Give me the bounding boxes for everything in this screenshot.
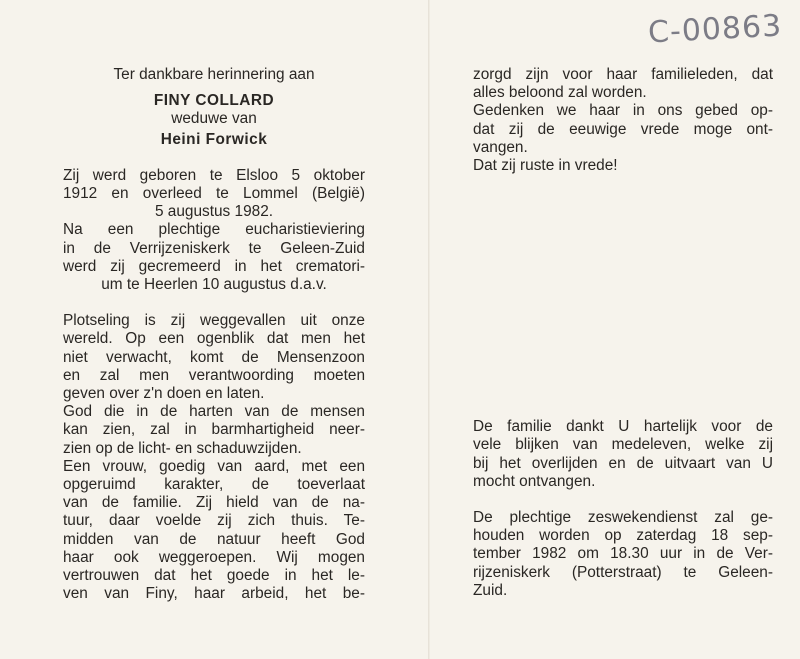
right-page	[473, 66, 773, 600]
text-line: dat zij de eeuwige vrede moge ont-	[473, 120, 773, 138]
text-line: De familie dankt U hartelijk voor de	[473, 418, 773, 436]
text-line: haar ook weggeroepen. Wij mogen	[63, 548, 365, 566]
card-fold	[428, 0, 430, 659]
text-line: houden worden op zaterdag 18 sep-	[473, 527, 773, 545]
relation-line: weduwe van	[171, 110, 257, 128]
text-line: Zij werd geboren te Elsloo 5 oktober	[63, 166, 365, 184]
handwritten-archive-number: C-00863	[646, 8, 783, 51]
text-line: vertrouwen dat het goede in het le-	[63, 567, 365, 585]
text-line: Een vrouw, goedig van aard, met een	[63, 457, 365, 475]
text-line: wereld. Op een ogenblik dat men het	[63, 330, 365, 348]
text-line: en zal men verantwoording moeten	[63, 366, 365, 384]
text-line: De plechtige zeswekendienst zal ge-	[473, 509, 773, 527]
text-line: niet verwacht, komt de Mensenzoon	[63, 348, 365, 366]
intro-line: Ter dankbare herinnering aan	[113, 66, 315, 83]
text-line: Zuid.	[473, 581, 508, 599]
ceremony-paragraph	[63, 221, 365, 294]
text-line: Dat zij ruste in vrede!	[473, 157, 618, 175]
text-line: God die in de harten van de mensen	[63, 403, 365, 421]
eulogy-paragraph	[63, 312, 365, 603]
text-line: werd zij gecremeerd in het crematori-	[63, 257, 365, 275]
text-line: ven van Finy, haar arbeid, het be-	[63, 585, 365, 603]
text-line: um te Heerlen 10 augustus d.a.v.	[101, 276, 327, 294]
text-line: bij het overlijden en de uitvaart van U	[473, 454, 773, 472]
text-line: opgeruimd karakter, de toeverlaat	[63, 476, 365, 494]
bio-paragraph	[63, 167, 365, 222]
continuation-paragraph	[473, 66, 773, 175]
text-line: geven over z'n doen en laten.	[63, 385, 265, 403]
text-line: tuur, daar voelde zij zich thuis. Te-	[63, 512, 365, 530]
deceased-name: FINY COLLARD	[153, 92, 275, 110]
text-line: mocht ontvangen.	[473, 472, 596, 490]
text-line: rijzeniskerk (Potterstraat) te Geleen-	[473, 563, 773, 581]
text-line: Na een plechtige eucharistieviering	[63, 221, 365, 239]
spouse-name: Heini Forwick	[160, 130, 268, 148]
left-page	[63, 66, 365, 603]
text-line: zorgd zijn voor haar familieleden, dat	[473, 66, 773, 83]
text-line: Plotseling is zij weggevallen uit onze	[63, 312, 365, 330]
text-line: in de Verrijzeniskerk te Geleen-Zuid	[63, 239, 365, 257]
text-line: midden van de natuur heeft God	[63, 530, 365, 548]
text-line: vangen.	[473, 138, 528, 156]
text-line: zien op de licht- en schaduwzijden.	[63, 439, 302, 457]
text-line: alles beloond zal worden.	[473, 84, 647, 102]
text-line: kan zien, zal in barmhartigheid neer-	[63, 421, 365, 439]
text-line: Gedenken we haar in ons gebed op-	[473, 102, 773, 120]
text-line: vele blijken van medeleven, welke zij	[473, 436, 773, 454]
text-line: 5 augustus 1982.	[154, 203, 274, 221]
text-line: tember 1982 om 18.30 uur in de Ver-	[473, 545, 773, 563]
thanks-paragraph	[473, 418, 773, 491]
text-line: 1912 en overleed te Lommel (België)	[63, 185, 365, 203]
service-paragraph	[473, 509, 773, 600]
text-line: van de familie. Zij hield van de na-	[63, 494, 365, 512]
